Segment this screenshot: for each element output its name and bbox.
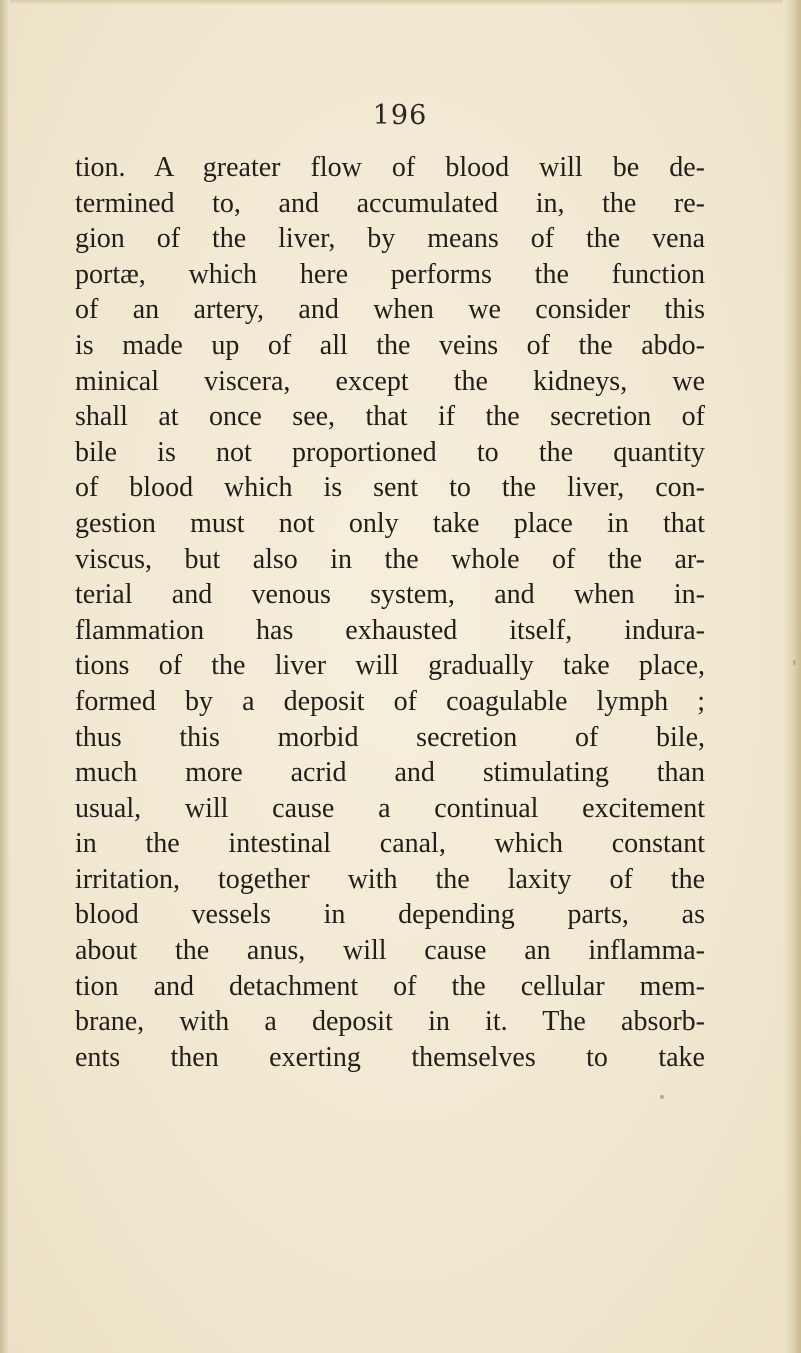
text-line: viscus, but also in the whole of the ar- bbox=[75, 543, 705, 575]
text-line: of blood which is sent to the liver, con- bbox=[75, 472, 705, 504]
text-line: usual, will cause a continual excitement bbox=[75, 792, 705, 824]
text-line: bile is not proportioned to the quantity bbox=[75, 436, 705, 468]
text-line: is made up of all the veins of the abdo- bbox=[75, 329, 705, 361]
page-top-edge bbox=[0, 0, 801, 6]
paper-speck bbox=[660, 1095, 664, 1099]
text-line: terial and venous system, and when in- bbox=[75, 579, 705, 611]
body-text bbox=[75, 150, 705, 1075]
text-line: tion and detachment of the cellular mem- bbox=[75, 970, 705, 1002]
text-line: blood vessels in depending parts, as bbox=[75, 899, 705, 931]
text-line: portæ, which here performs the function bbox=[75, 258, 705, 290]
text-line: about the anus, will cause an inflamma- bbox=[75, 935, 705, 967]
text-line: flammation has exhausted itself, indura- bbox=[75, 614, 705, 646]
text-line: tion. A greater flow of blood will be de- bbox=[75, 152, 705, 183]
page-right-edge bbox=[783, 0, 801, 1353]
page-left-edge bbox=[0, 0, 10, 1353]
paper-speck bbox=[793, 660, 796, 665]
text-line: much more acrid and stimulating than bbox=[75, 757, 705, 789]
text-line: irritation, together with the laxity of the bbox=[75, 863, 705, 895]
text-line: termined to, and accumulated in, the re- bbox=[75, 187, 705, 219]
text-line: brane, with a deposit in it. The absorb- bbox=[75, 1006, 705, 1038]
text-line: in the intestinal canal, which constant bbox=[75, 828, 705, 860]
text-line: of an artery, and when we consider this bbox=[75, 294, 705, 326]
page-number: 196 bbox=[372, 100, 428, 131]
text-line: gestion must not only take place in that bbox=[75, 507, 705, 539]
text-line: minical viscera, except the kidneys, we bbox=[75, 365, 705, 397]
text-line: ents then exerting themselves to take bbox=[75, 1041, 705, 1073]
text-line: shall at once see, that if the secretion of bbox=[75, 401, 705, 433]
text-line: gion of the liver, by means of the vena bbox=[75, 223, 705, 255]
text-line: thus this morbid secretion of bile, bbox=[75, 721, 705, 753]
text-line: formed by a deposit of coagulable lymph ; bbox=[75, 685, 705, 717]
text-line: tions of the liver will gradually take place, bbox=[75, 650, 705, 682]
